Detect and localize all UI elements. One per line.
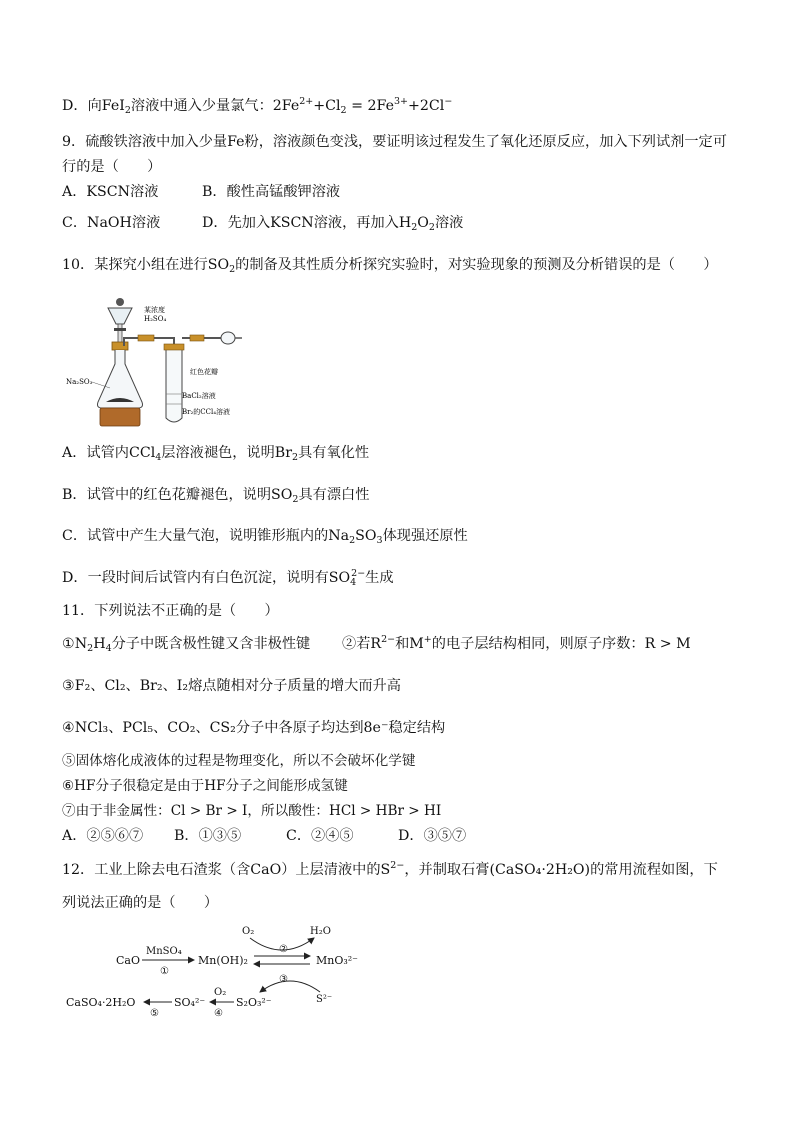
- flask-stopper: [112, 342, 128, 350]
- q11-statement-3: ③F₂、Cl₂、Br₂、I₂熔点随相对分子质量的增大而升高: [62, 678, 401, 694]
- q12-stem-line2: 列说法正确的是（ ）: [62, 895, 219, 911]
- label-bacl2: BaCl₂溶液: [182, 392, 216, 400]
- q12-flow-diagram: [64, 918, 364, 1022]
- flow-so4: SO₄²⁻: [174, 996, 206, 1009]
- q8d-eq3: +2Cl: [408, 98, 445, 114]
- q9-option-c: C．NaOH溶液: [62, 215, 161, 231]
- q11-statement-6: ⑥HF分子很稳定是由于HF分子之间能形成氢键: [62, 778, 348, 794]
- q11-option-b: B．①③⑤: [174, 828, 242, 844]
- label-acid-1: 某浓度: [144, 306, 165, 314]
- test-tube: [166, 348, 182, 422]
- q9-option-a: A．KSCN溶液: [62, 184, 159, 200]
- flow-o2-bot: O₂: [214, 987, 227, 998]
- flow-h2o: H₂O: [310, 926, 331, 937]
- q8d-mid: 溶液中通入少量氯气：2Fe: [130, 98, 300, 114]
- q10-option-c: C．试管中产生大量气泡，说明锥形瓶内的$Na_2SO_3$体现强还原性: [62, 528, 468, 546]
- q9-options-row1: [62, 182, 340, 202]
- arrow-s2-s2o3: [260, 981, 320, 992]
- separatory-funnel: [108, 308, 132, 324]
- q11-statement-1: $①N_2H_4$分子中既含极性键又含非极性键: [62, 636, 311, 654]
- q9-option-d: D．先加入KSCN溶液，再加入$H_2O_2$溶液: [202, 215, 464, 233]
- flow-step4: ④: [214, 1008, 223, 1019]
- q8d-eq2: = 2Fe: [346, 98, 394, 114]
- q11-statement-4: ④NCl₃、PCl₅、CO₂、CS₂分子中各原子均达到8e⁻稳定结构: [62, 720, 446, 736]
- q11-statements-1-2: [62, 634, 691, 654]
- flow-caso4: CaSO₄·2H₂O: [66, 996, 136, 1009]
- label-petal: 红色花瓣: [190, 368, 218, 376]
- flow-step2: ②: [279, 944, 288, 955]
- q11-statement-5: ⑤固体熔化成液体的过程是物理变化，所以不会破坏化学键: [62, 753, 416, 769]
- q11-option-c: C．②④⑤: [286, 828, 354, 844]
- flow-s2: S²⁻: [316, 994, 333, 1005]
- q9-options-row2: [62, 213, 463, 233]
- q11-statement-7: ⑦由于非金属性：Cl > Br > I，所以酸性：HCl > HBr > HI: [62, 803, 442, 819]
- q9-option-b: B．酸性高锰酸钾溶液: [202, 184, 341, 200]
- q10-option-a: A．试管内CCl$_4$层溶液褪色，说明$Br_2$具有氧化性: [62, 445, 370, 463]
- heater: [100, 408, 140, 426]
- drying-bulb: [221, 332, 235, 344]
- q10-apparatus-figure: [62, 290, 252, 430]
- flow-mno3: MnO₃²⁻: [316, 954, 358, 967]
- flow-step5: ⑤: [150, 1008, 159, 1019]
- flow-mnso4: MnSO₄: [146, 946, 182, 957]
- label-br2-ccl4: Br₂的CCl₄溶液: [182, 408, 231, 416]
- q8-option-d: D．向FeI$_2$溶液中通入少量氯气：$2Fe^{2+}+Cl_2 = 2Fe^{3+}+2Cl^-$: [62, 96, 453, 116]
- flow-step1: ①: [160, 966, 169, 977]
- q10-option-b: B．试管中的红色花瓣褪色，说明$SO_2$具有漂白性: [62, 487, 370, 505]
- q10-stem: 10．某探究小组在进行$SO_2$的制备及其性质分析探究实验时，对实验现象的预测及分析错误的是（ ）: [62, 257, 718, 275]
- q9-stem-line2: 行的是（ ）: [62, 159, 162, 175]
- q8d-label: D．向FeI: [62, 98, 125, 114]
- label-acid-2: H₂SO₄: [144, 315, 167, 323]
- q9-stem-line1: 9．硫酸铁溶液中加入少量Fe粉，溶液颜色变浅，要证明该过程发生了氧化还原反应，加入下列试剂一定可: [62, 134, 727, 150]
- q8d-eq: +Cl: [313, 98, 341, 114]
- q11-options: [62, 826, 466, 846]
- flow-s2o3: S₂O₃²⁻: [236, 996, 272, 1009]
- flow-mnoh2: Mn(OH)₂: [198, 954, 248, 967]
- flow-cao: CaO: [116, 954, 140, 967]
- q12-stem-line1: 12．工业上除去电石渣浆（含CaO）上层清液中的$S^{2-}$，并制取石膏(CaSO₄·2H₂O)的常用流程如图，下: [62, 860, 718, 878]
- q10-option-d: D．一段时间后试管内有白色沉淀，说明有$SO_4^{2-}$生成: [62, 568, 394, 588]
- q11-option-a: A．②⑤⑥⑦: [62, 828, 144, 844]
- funnel-stopper: [116, 298, 124, 306]
- label-na2so3: Na₂SO₃: [66, 378, 93, 386]
- q11-statement-2: ②若$R^{2-}$和M+的电子层结构相同，则原子序数：R > M: [342, 634, 691, 652]
- q11-option-d: D．③⑤⑦: [398, 828, 467, 844]
- q11-stem: 11．下列说法不正确的是（ ）: [62, 603, 279, 619]
- flow-step3: ③: [279, 974, 288, 985]
- flow-o2-top: O₂: [242, 926, 255, 937]
